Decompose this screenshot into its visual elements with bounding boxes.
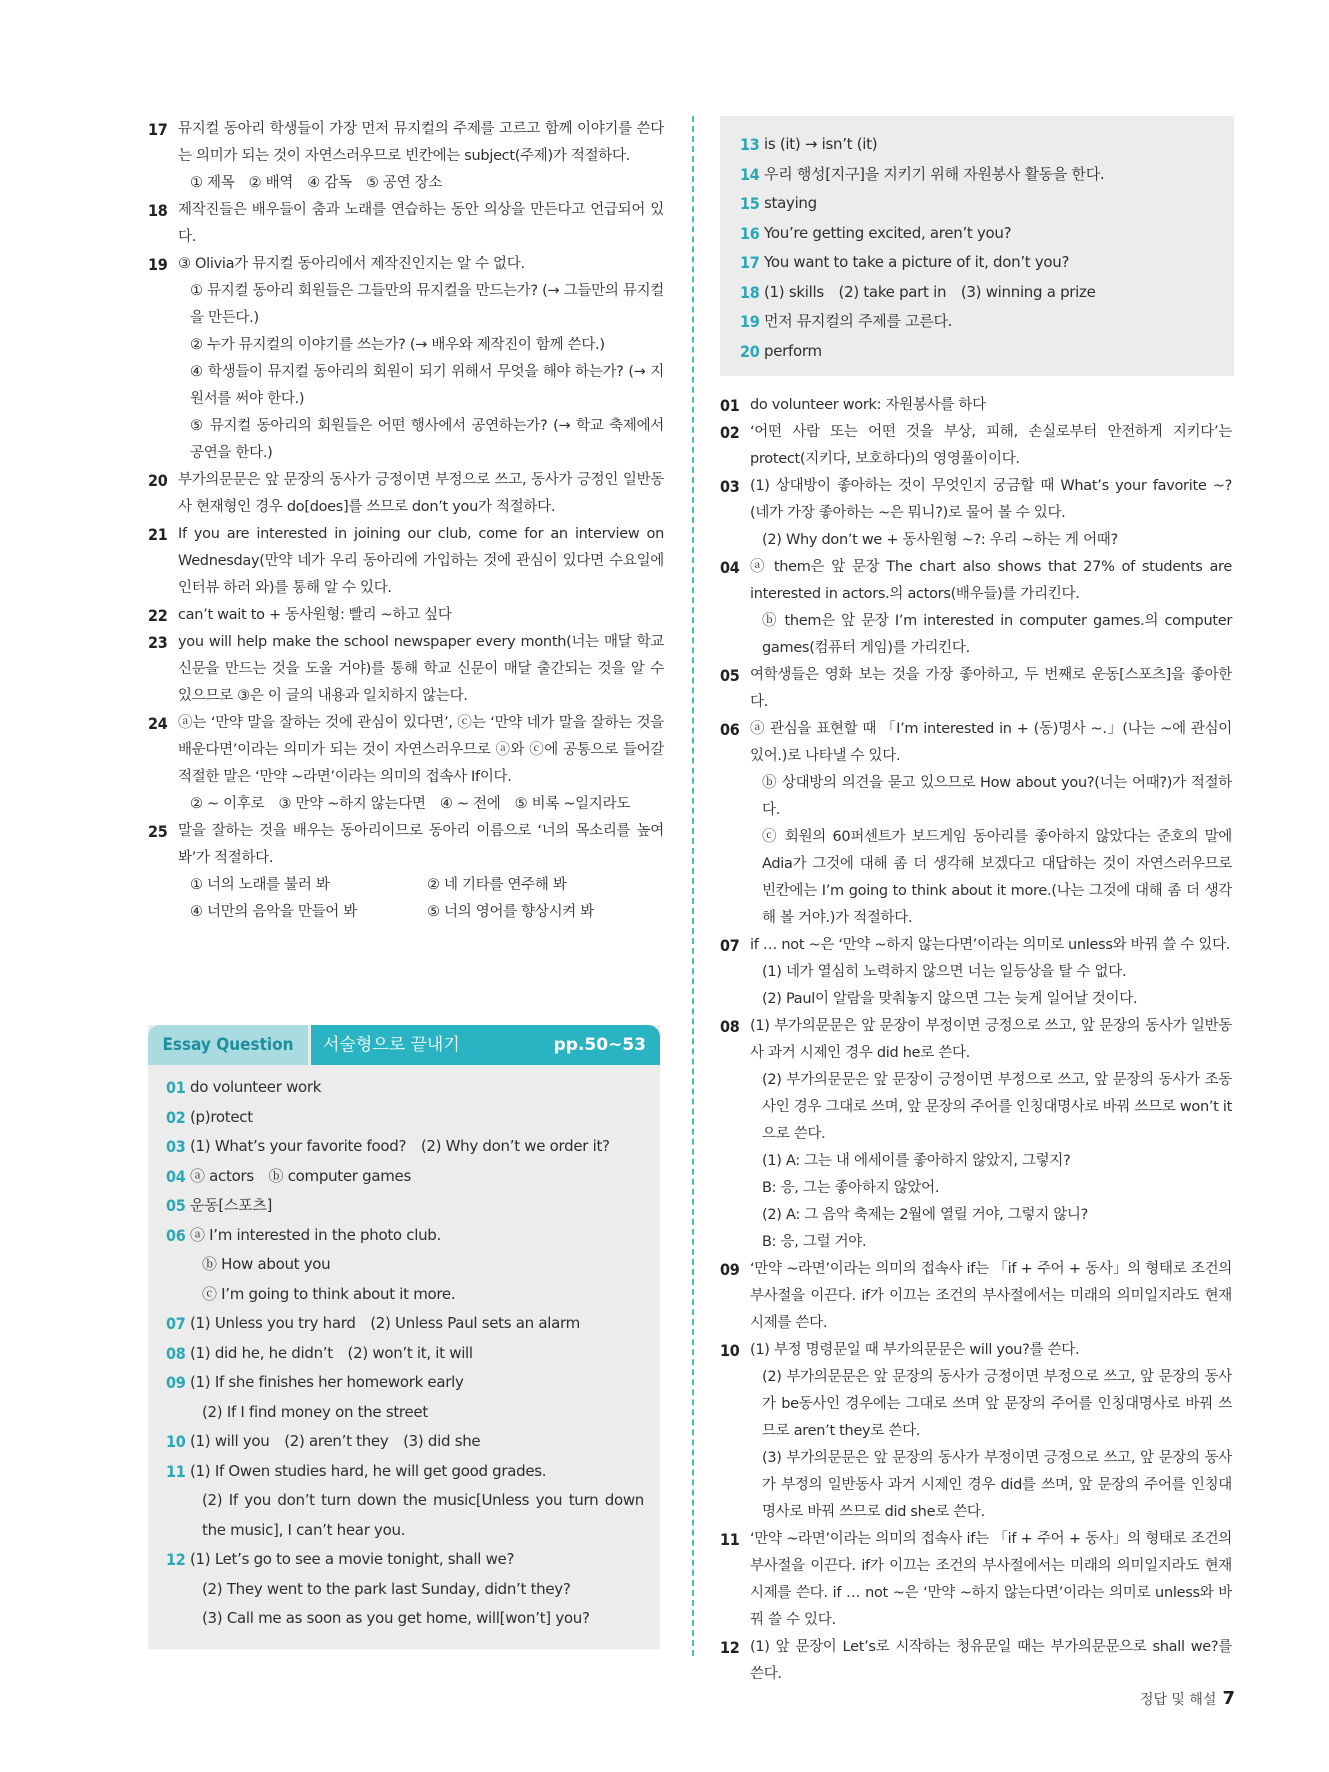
essay-item bbox=[166, 1427, 644, 1457]
explanation-item bbox=[148, 197, 664, 251]
item-body bbox=[750, 473, 1232, 554]
item-body bbox=[750, 932, 1232, 1013]
right-column bbox=[720, 392, 1232, 1688]
item-number: 17 bbox=[740, 253, 760, 272]
essay-item bbox=[166, 1545, 644, 1634]
item-line: (p)rotect bbox=[190, 1107, 253, 1126]
item-line: ① 뮤지컬 동아리 회원들은 그들만의 뮤지컬을 만드는가? (→ 그들만의 뮤지컬을 만든다.) bbox=[190, 283, 664, 326]
item-number: 01 bbox=[166, 1078, 186, 1097]
explanation-item bbox=[148, 818, 664, 926]
option: ④ 너만의 음악을 만들어 봐 bbox=[190, 904, 358, 920]
option: ① 너의 노래를 불러 봐 bbox=[190, 877, 330, 893]
item-line: (1) A: 그는 내 에세이를 좋아하지 않았지, 그렇지? bbox=[762, 1153, 1071, 1169]
item-body bbox=[178, 521, 664, 602]
item-line: 뮤지컬 동아리 학생들이 가장 먼저 뮤지컬의 주제를 고르고 함께 이야기를 쓴다는 의미가 되는 것이 자연스러우므로 빈칸에는 subject(주제)가 적절하다. bbox=[178, 121, 664, 164]
item-line: (2) If I find money on the street bbox=[202, 1402, 428, 1421]
explanation-item bbox=[148, 602, 664, 629]
explanation-item bbox=[720, 554, 1232, 662]
explanation-item bbox=[720, 1256, 1232, 1337]
explanation-item bbox=[148, 116, 664, 197]
essay-item bbox=[166, 1457, 644, 1546]
essay-item bbox=[166, 1191, 644, 1221]
item-line: 운동[스포츠] bbox=[190, 1196, 273, 1214]
item-body bbox=[750, 392, 1232, 419]
explanation-item bbox=[720, 932, 1232, 1013]
item-number: 02 bbox=[720, 423, 740, 442]
answer-text: is (it) → isn’t (it) bbox=[764, 135, 878, 153]
item-body bbox=[178, 629, 664, 710]
item-line: If you are interested in joining our club, come for an interview on Wednesday(만약 네가 우리 동아리에 가입하는 것에 관심이 있다면 수요일에 인터뷰 하러 와)를 통해 알 수 있다. bbox=[178, 526, 664, 596]
essay-item bbox=[166, 1368, 644, 1427]
answer-item bbox=[740, 130, 1216, 160]
item-line: ⓐ them은 앞 문장 The chart also shows that 27% of students are interested in actors.의 actors(배우들)를 가리킨다. bbox=[750, 559, 1232, 602]
item-line: if … not ~은 ‘만약 ~하지 않는다면’이라는 의미로 unless와 바꿔 쓸 수 있다. bbox=[750, 937, 1231, 953]
item-line: (2) A: 그 음악 축제는 2월에 열릴 거야, 그렇지 않니? bbox=[762, 1207, 1089, 1223]
answer-text: 우리 행성[지구]을 지키기 위해 자원봉사 활동을 한다. bbox=[764, 164, 1105, 183]
explanation-item bbox=[148, 251, 664, 467]
item-line: ⓐ 관심을 표현할 때 「I’m interested in + (동)명사 ~.」(나는 ~에 관심이 있어.)로 나타낼 수 있다. bbox=[750, 721, 1232, 764]
item-body bbox=[178, 710, 664, 818]
item-body bbox=[750, 716, 1232, 932]
item-body bbox=[190, 1368, 644, 1427]
item-body bbox=[190, 1221, 644, 1310]
item-line: (2) Why don’t we + 동사원형 ~?: 우리 ~하는 게 어때? bbox=[762, 532, 1118, 548]
explanation-item bbox=[720, 392, 1232, 419]
item-line: ⓒ I’m going to think about it more. bbox=[202, 1284, 456, 1303]
option: ⑤ 너의 영어를 향상시켜 봐 bbox=[427, 904, 595, 920]
item-body bbox=[178, 197, 664, 251]
footer-label: 정답 및 해설 bbox=[1139, 1692, 1217, 1708]
item-body bbox=[190, 1339, 644, 1369]
item-number: 21 bbox=[148, 525, 168, 544]
item-line: ⓐ actors ⓑ computer games bbox=[190, 1166, 411, 1185]
essay-item bbox=[166, 1339, 644, 1369]
item-line: ⓐ는 ‘만약 말을 잘하는 것에 관심이 있다면’, ⓒ는 ‘만약 네가 말을 잘하는 것을 배운다면’이라는 의미가 되는 것이 자연스러우므로 ⓐ와 ⓒ에 공통으로 들어갈 적절한 말은 ‘만약 ~라면’이라는 의미의 접속사 If이다. bbox=[178, 715, 664, 785]
item-line: ‘어떤 사람 또는 어떤 것을 부상, 피해, 손실로부터 안전하게 지키다’는 protect(지키다, 보호하다)의 영영풀이이다. bbox=[750, 424, 1232, 467]
item-line: (1) What’s your favorite food? (2) Why don’t we order it? bbox=[190, 1137, 610, 1155]
item-line: (1) will you (2) aren’t they (3) did she bbox=[190, 1432, 481, 1450]
item-number: 10 bbox=[166, 1432, 186, 1451]
item-number: 12 bbox=[166, 1550, 186, 1569]
explanation-item bbox=[148, 467, 664, 521]
item-body bbox=[190, 1073, 644, 1103]
item-line: ④ 학생들이 뮤지컬 동아리의 회원이 되기 위해서 무엇을 해야 하는가? (→ 지원서를 써야 한다.) bbox=[190, 364, 664, 407]
item-number: 23 bbox=[148, 633, 168, 652]
item-number: 05 bbox=[166, 1196, 186, 1215]
essay-question-box bbox=[148, 1025, 660, 1649]
item-number: 19 bbox=[740, 312, 760, 331]
answer-text: You want to take a picture of it, don’t you? bbox=[764, 253, 1070, 271]
item-body bbox=[750, 1256, 1232, 1337]
option-grid bbox=[178, 872, 664, 926]
item-number: 04 bbox=[720, 558, 740, 577]
item-line: (3) 부가의문문은 앞 문장의 동사가 부정이면 긍정으로 쓰고, 앞 문장의 동사가 부정의 일반동사 과거 시제인 경우 did를 쓰며, 앞 문장의 주어를 인칭대명사로 바꿔 쓰므로 did she로 쓴다. bbox=[762, 1450, 1232, 1520]
item-line: 부가의문문은 앞 문장의 동사가 긍정이면 부정으로 쓰고, 동사가 긍정인 일반동사 현재형인 경우 do[does]를 쓰므로 don’t you가 적절하다. bbox=[178, 472, 664, 515]
item-number: 11 bbox=[166, 1461, 186, 1481]
page-number: 7 bbox=[1222, 1688, 1235, 1709]
item-line: ⓐ I’m interested in the photo club. bbox=[190, 1225, 441, 1244]
item-line: B: 응, 그럴 거야. bbox=[762, 1234, 867, 1250]
item-number: 24 bbox=[148, 714, 168, 733]
answer-text: staying bbox=[764, 194, 817, 212]
answer-item bbox=[740, 337, 1216, 367]
item-number: 08 bbox=[166, 1343, 186, 1363]
explanation-item bbox=[720, 1634, 1232, 1688]
item-number: 25 bbox=[148, 822, 168, 841]
column-divider bbox=[692, 116, 694, 1656]
option: ② 네 기타를 연주해 봐 bbox=[427, 877, 567, 893]
item-number: 22 bbox=[148, 606, 168, 625]
item-number: 04 bbox=[166, 1166, 186, 1186]
item-body bbox=[750, 1634, 1232, 1688]
item-line: do volunteer work: 자원봉사를 하다 bbox=[750, 397, 986, 413]
item-number: 07 bbox=[720, 936, 740, 955]
left-column bbox=[148, 116, 664, 926]
item-body bbox=[178, 602, 664, 629]
item-body bbox=[190, 1457, 644, 1546]
essay-item bbox=[166, 1162, 644, 1192]
item-number: 19 bbox=[148, 255, 168, 274]
item-number: 10 bbox=[720, 1341, 740, 1360]
item-body bbox=[750, 1013, 1232, 1256]
item-number: 02 bbox=[166, 1107, 186, 1127]
item-number: 11 bbox=[720, 1530, 740, 1549]
item-line: 제작진들은 배우들이 춤과 노래를 연습하는 동안 의상을 만든다고 언급되어 있다. bbox=[178, 202, 664, 245]
item-line: ② ~ 이후로 ③ 만약 ~하지 않는다면 ④ ~ 전에 ⑤ 비록 ~일지라도 bbox=[190, 796, 631, 812]
item-number: 20 bbox=[148, 471, 168, 490]
item-number: 09 bbox=[166, 1373, 186, 1392]
item-body bbox=[190, 1427, 644, 1457]
item-line: ⓒ 회원의 60퍼센트가 보드게임 동아리를 좋아하지 않았다는 준호의 말에 Adia가 그것에 대해 좀 더 생각해 보겠다고 대답하는 것이 자연스러우므로 빈칸에는 I’m going to think about it more.(나는 그것에 대해 좀 더 생각해 볼 거야.)가 적절하다. bbox=[762, 829, 1232, 926]
essay-tag: Essay Question bbox=[148, 1025, 308, 1065]
item-line: (1) 부가의문문은 앞 문장이 부정이면 긍정으로 쓰고, 앞 문장의 동사가 일반동사 과거 시제인 경우 did he로 쓴다. bbox=[750, 1018, 1232, 1061]
item-line: ⓑ How about you bbox=[202, 1255, 331, 1273]
item-number: 06 bbox=[166, 1225, 186, 1245]
answer-item bbox=[740, 278, 1216, 308]
item-number: 17 bbox=[148, 120, 168, 139]
item-line: ⑤ 뮤지컬 동아리의 회원들은 어떤 행사에서 공연하는가? (→ 학교 축제에서 공연을 한다.) bbox=[190, 418, 664, 461]
explanation-item bbox=[148, 629, 664, 710]
item-number: 13 bbox=[740, 135, 760, 154]
explanation-item bbox=[720, 473, 1232, 554]
item-number: 18 bbox=[148, 201, 168, 220]
item-body bbox=[750, 554, 1232, 662]
item-number: 16 bbox=[740, 223, 760, 243]
explanation-item bbox=[720, 1526, 1232, 1634]
explanation-item bbox=[720, 662, 1232, 716]
item-number: 20 bbox=[740, 341, 760, 361]
item-line: (2) 부가의문문은 앞 문장이 긍정이면 부정으로 쓰고, 앞 문장의 동사가 조동사인 경우 그대로 쓰며, 앞 문장의 주어를 인칭대명사로 바꿔 쓰므로 won’t it으로 쓴다. bbox=[762, 1072, 1232, 1142]
item-line: B: 응, 그는 좋아하지 않았어. bbox=[762, 1180, 940, 1196]
item-body bbox=[750, 419, 1232, 473]
item-body bbox=[178, 818, 664, 926]
item-line: 말을 잘하는 것을 배우는 동아리이므로 동아리 이름으로 ‘너의 목소리를 높여 봐’가 적절하다. bbox=[178, 823, 664, 866]
item-body bbox=[190, 1103, 644, 1133]
explanation-item bbox=[148, 521, 664, 602]
item-number: 01 bbox=[720, 396, 740, 415]
item-body bbox=[178, 116, 664, 197]
explanation-item bbox=[720, 419, 1232, 473]
item-number: 08 bbox=[720, 1017, 740, 1036]
item-line: (3) Call me as soon as you get home, will[won’t] you? bbox=[202, 1609, 590, 1627]
answer-text: perform bbox=[764, 341, 822, 360]
item-line: (1) 앞 문장이 Let’s로 시작하는 청유문일 때는 부가의문문으로 shall we?를 쓴다. bbox=[750, 1639, 1232, 1682]
answer-text: You’re getting excited, aren’t you? bbox=[764, 223, 1012, 242]
item-number: 09 bbox=[720, 1260, 740, 1279]
essay-item bbox=[166, 1073, 644, 1103]
explanation-item bbox=[720, 1337, 1232, 1526]
item-number: 18 bbox=[740, 282, 760, 302]
item-line: (1) Let’s go to see a movie tonight, shall we? bbox=[190, 1550, 515, 1568]
essay-pages: pp.50~53 bbox=[553, 1035, 646, 1055]
item-line: you will help make the school newspaper every month(너는 매달 학교 신문을 만드는 것을 도울 거야)를 통해 학교 신문이 매달 출간되는 것을 알 수 있으므로 ③은 이 글의 내용과 일치하지 않는다. bbox=[178, 634, 664, 704]
item-line: ‘만약 ~라면’이라는 의미의 접속사 if는 「if + 주어 + 동사」의 형태로 조건의 부사절을 이끈다. if가 이끄는 조건의 부사절에서는 미래의 의미일지라도 현재 시제를 쓴다. if … not ~은 ‘만약 ~하지 않는다면’이라는 의미로 unless와 바꿔 쓸 수 있다. bbox=[750, 1531, 1232, 1628]
item-line: (1) 부정 명령문일 때 부가의문문은 will you?를 쓴다. bbox=[750, 1342, 1080, 1358]
item-line: (2) Paul이 알람을 맞춰놓지 않으면 그는 늦게 일어날 것이다. bbox=[762, 991, 1138, 1007]
item-body bbox=[750, 662, 1232, 716]
item-line: (1) If she finishes her homework early bbox=[190, 1373, 464, 1391]
item-line: ‘만약 ~라면’이라는 의미의 접속사 if는 「if + 주어 + 동사」의 형태로 조건의 부사절을 이끈다. if가 이끄는 조건의 부사절에서는 미래의 의미일지라도 현재 시제를 쓴다. bbox=[750, 1261, 1232, 1331]
item-line: (1) 상대방이 좋아하는 것이 무엇인지 궁금할 때 What’s your favorite ~? (네가 가장 좋아하는 ~은 뭐니?)로 물어 볼 수 있다. bbox=[750, 478, 1232, 521]
answer-text: (1) skills (2) take part in (3) winning a prize bbox=[764, 282, 1096, 301]
item-number: 06 bbox=[720, 720, 740, 739]
answer-text: 먼저 뮤지컬의 주제를 고른다. bbox=[764, 312, 953, 330]
explanation-item bbox=[720, 1013, 1232, 1256]
explanation-item bbox=[148, 710, 664, 818]
item-body bbox=[190, 1132, 644, 1162]
item-number: 14 bbox=[740, 164, 760, 184]
item-line: (1) 네가 열심히 노력하지 않으면 너는 일등상을 탈 수 없다. bbox=[762, 964, 1127, 980]
answer-item bbox=[740, 248, 1216, 278]
essay-title-bar bbox=[311, 1025, 660, 1065]
item-line: 여학생들은 영화 보는 것을 가장 좋아하고, 두 번째로 운동[스포츠]을 좋아한다. bbox=[750, 667, 1232, 710]
item-body bbox=[190, 1162, 644, 1192]
essay-header bbox=[148, 1025, 660, 1065]
item-line: do volunteer work bbox=[190, 1078, 322, 1096]
item-body bbox=[750, 1337, 1232, 1526]
item-line: ⓑ 상대방의 의견을 묻고 있으므로 How about you?(너는 어때?)가 적절하다. bbox=[762, 775, 1232, 818]
item-body bbox=[190, 1191, 644, 1221]
item-body bbox=[190, 1545, 644, 1634]
essay-answer-list bbox=[148, 1065, 660, 1634]
answer-item bbox=[740, 307, 1216, 337]
explanation-item bbox=[720, 716, 1232, 932]
item-line: ③ Olivia가 뮤지컬 동아리에서 제작진인지는 알 수 없다. bbox=[178, 256, 525, 272]
answer-item bbox=[740, 160, 1216, 190]
item-number: 05 bbox=[720, 666, 740, 685]
item-number: 12 bbox=[720, 1638, 740, 1657]
answer-item bbox=[740, 219, 1216, 249]
essay-item bbox=[166, 1103, 644, 1133]
item-body bbox=[178, 467, 664, 521]
answer-key-box bbox=[720, 116, 1234, 376]
item-number: 03 bbox=[166, 1137, 186, 1156]
item-number: 07 bbox=[166, 1314, 186, 1333]
item-body bbox=[178, 251, 664, 467]
item-line: (1) If Owen studies hard, he will get good grades. bbox=[190, 1461, 547, 1480]
item-line: (2) They went to the park last Sunday, didn’t they? bbox=[202, 1579, 571, 1598]
item-number: 03 bbox=[720, 477, 740, 496]
essay-item bbox=[166, 1221, 644, 1310]
item-line: (1) Unless you try hard (2) Unless Paul sets an alarm bbox=[190, 1314, 580, 1332]
item-line: ⓑ them은 앞 문장 I’m interested in computer games.의 computer games(컴퓨터 게임)를 가리킨다. bbox=[762, 613, 1232, 656]
essay-item bbox=[166, 1309, 644, 1339]
item-line: (1) did he, he didn’t (2) won’t it, it will bbox=[190, 1343, 473, 1362]
item-number: 15 bbox=[740, 194, 760, 213]
item-body bbox=[190, 1309, 644, 1339]
page-footer bbox=[1140, 1688, 1235, 1709]
essay-item bbox=[166, 1132, 644, 1162]
item-line: ② 누가 뮤지컬의 이야기를 쓰는가? (→ 배우와 제작진이 함께 쓴다.) bbox=[190, 337, 605, 353]
item-line: (2) If you don’t turn down the music[Unless you turn down the music], I can’t hear you. bbox=[202, 1491, 644, 1539]
item-body bbox=[750, 1526, 1232, 1634]
answer-item bbox=[740, 189, 1216, 219]
item-line: ① 제목 ② 배역 ④ 감독 ⑤ 공연 장소 bbox=[190, 175, 443, 191]
item-line: can’t wait to + 동사원형: 빨리 ~하고 싶다 bbox=[178, 607, 452, 623]
item-line: (2) 부가의문문은 앞 문장의 동사가 긍정이면 부정으로 쓰고, 앞 문장의 동사가 be동사인 경우에는 그대로 쓰며 앞 문장의 주어를 인칭대명사로 바꿔 쓰므로 aren’t they로 쓴다. bbox=[762, 1369, 1232, 1439]
essay-title: 서술형으로 끝내기 bbox=[323, 1035, 460, 1055]
